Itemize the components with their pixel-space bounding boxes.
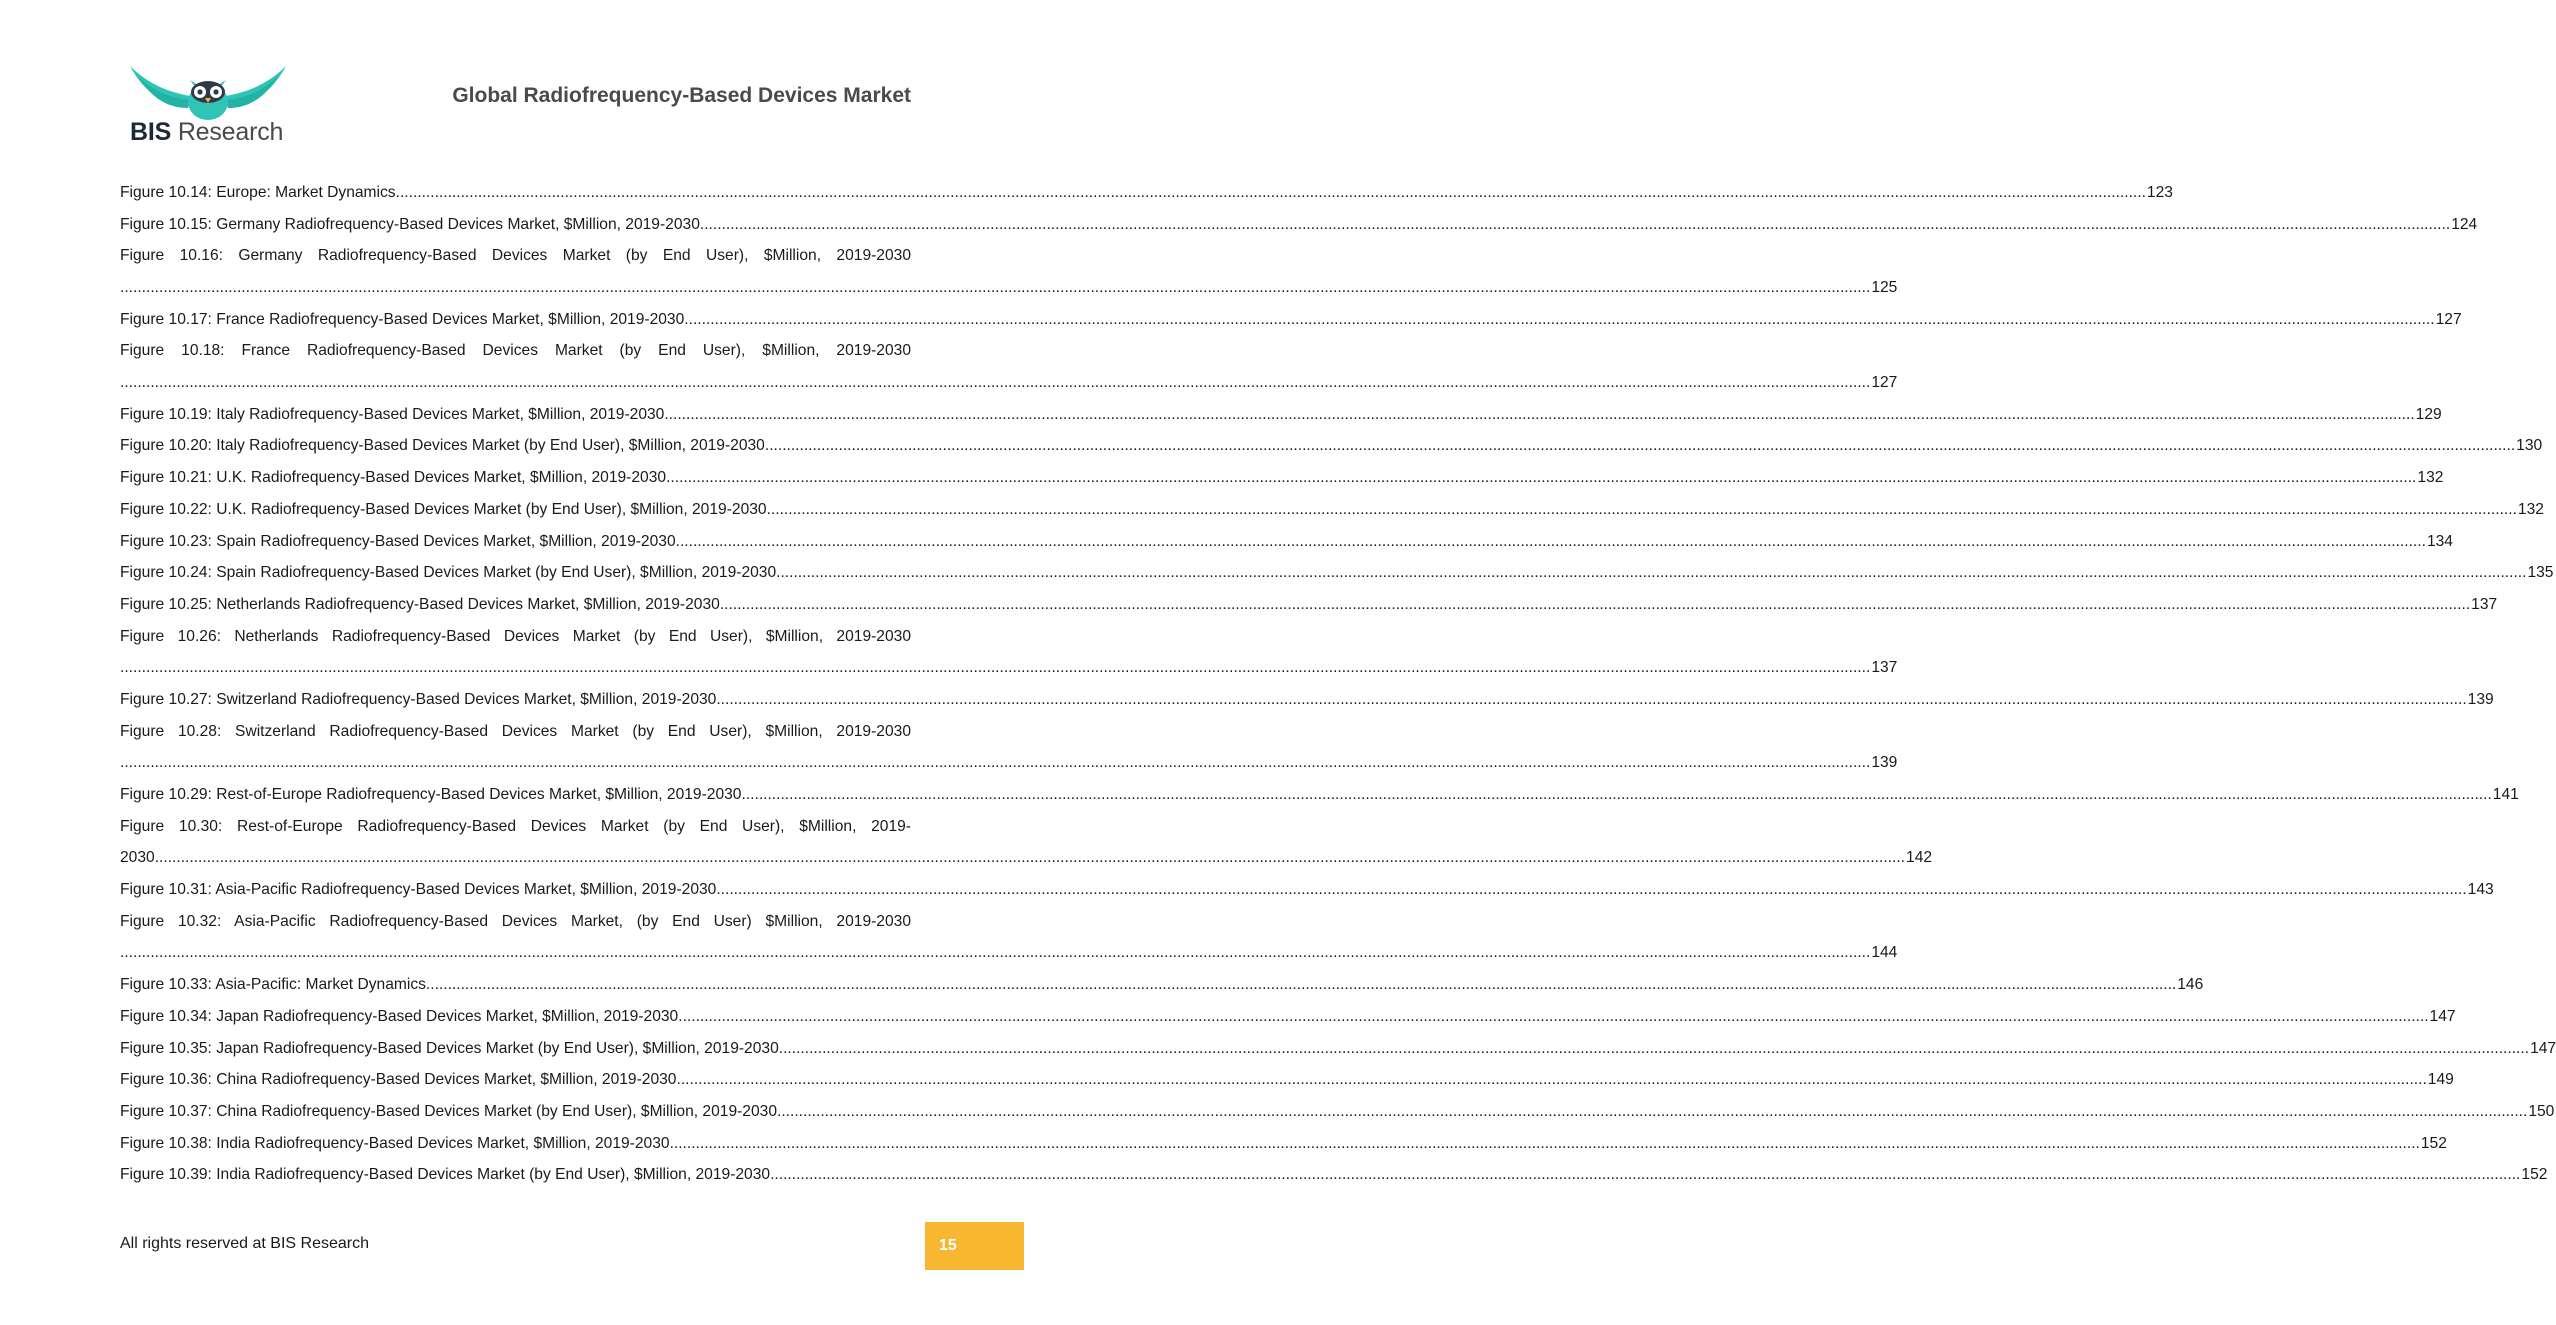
toc-dot-leader [700,209,2450,241]
toc-entry-page: 142 [1906,849,1933,867]
toc-entry-page: 137 [2471,595,2498,613]
toc-dot-leader [120,652,1870,684]
toc-dot-leader [676,1064,2426,1096]
toc-dot-leader [155,842,1905,874]
toc-entry[interactable] [120,874,2494,906]
toc-dot-leader [670,1128,2420,1160]
page-number-badge [925,1222,1024,1270]
toc-dot-leader [779,1033,2529,1065]
logo-wordmark [130,118,283,147]
toc-entry-continuation[interactable] [120,652,1898,684]
toc-entry-page: 127 [1871,374,1898,392]
toc-dot-leader [716,874,2466,906]
toc-entry-page: 146 [2177,976,2204,994]
toc-entry-label: Figure 10.32: Asia-Pacific Radiofrequency-Based Devices Market, (by End User) $Million, 2019-2030 [120,912,911,930]
toc-entry-label-continuation: 2030 [120,849,155,867]
toc-entry-label: Figure 10.24: Spain Radiofrequency-Based Devices Market (by End User), $Million, 2019-2030 [120,564,777,582]
toc-entry-page: 137 [1871,659,1898,677]
toc-dot-leader [678,1001,2428,1033]
toc-entry-label: Figure 10.31: Asia-Pacific Radiofrequency-Based Devices Market, $Million, 2019-2030 [120,881,717,899]
toc-entry-page: 139 [2467,690,2494,708]
toc-dot-leader [120,937,1870,969]
toc-entry-label: Figure 10.21: U.K. Radiofrequency-Based Devices Market, $Million, 2019-2030 [120,469,667,487]
bis-research-logo [128,62,288,152]
toc-entry[interactable] [120,811,911,843]
toc-entry-continuation[interactable] [120,842,1933,874]
toc-entry-label: Figure 10.18: France Radiofrequency-Based Devices Market (by End User), $Million, 2019-2030 [120,342,911,360]
toc-entry-label: Figure 10.17: France Radiofrequency-Based Devices Market, $Million, 2019-2030 [120,310,685,328]
owl-logo-icon [128,62,288,122]
toc-entry-page: 129 [2415,405,2442,423]
toc-entry[interactable] [120,209,2478,241]
toc-entry-page: 141 [2492,786,2519,804]
toc-dot-leader [120,272,1870,304]
toc-entry-page: 125 [1871,279,1898,297]
toc-entry-label: Figure 10.35: Japan Radiofrequency-Based Devices Market (by End User), $Million, 2019-2030 [120,1039,779,1057]
toc-entry-label: Figure 10.25: Netherlands Radiofrequency-Based Devices Market, $Million, 2019-2030 [120,595,720,613]
toc-entry[interactable] [120,335,911,367]
footer-rights: All rights reserved at BIS Research [120,1235,369,1252]
toc-entry-label: Figure 10.26: Netherlands Radiofrequency-Based Devices Market (by End User), $Million, 2019-2030 [120,627,911,645]
toc-entry-page: 147 [2429,1007,2456,1025]
toc-dot-leader [684,304,2434,336]
toc-entry[interactable] [120,494,2544,526]
toc-dot-leader [666,462,2416,494]
toc-dot-leader [676,526,2426,558]
toc-entry-page: 139 [1871,754,1898,772]
toc-entry-page: 132 [2517,500,2544,518]
toc-entry-continuation[interactable] [120,938,1898,970]
toc-entry[interactable] [120,1096,2555,1128]
toc-entry[interactable] [120,589,2498,621]
toc-entry-label: Figure 10.16: Germany Radiofrequency-Based Devices Market (by End User), $Million, 2019-2030 [120,247,911,265]
toc-entry-label: Figure 10.30: Rest-of-Europe Radiofrequency-Based Devices Market (by End User), $Million, 2019- [120,817,911,835]
toc-dot-leader [396,177,2146,209]
toc-dot-leader [120,367,1870,399]
toc-dot-leader [716,684,2466,716]
toc-entry-label: Figure 10.22: U.K. Radiofrequency-Based Devices Market (by End User), $Million, 2019-2030 [120,500,767,518]
toc-dot-leader [741,779,2491,811]
toc-entry-page: 150 [2528,1102,2555,1120]
toc-entry-page: 147 [2530,1039,2556,1057]
toc-dot-leader [777,1096,2527,1128]
toc-entry-label: Figure 10.29: Rest-of-Europe Radiofrequency-Based Devices Market, $Million, 2019-2030 [120,786,742,804]
report-title: Global Radiofrequency-Based Devices Market [452,84,911,107]
toc-entry[interactable] [120,1128,2447,1160]
toc-dot-leader [720,589,2470,621]
toc-entry[interactable] [120,557,2554,589]
page-number: 15 [939,1237,957,1254]
toc-entry[interactable] [120,1159,2548,1191]
toc-entry[interactable] [120,621,911,653]
toc-entry-continuation[interactable] [120,367,1898,399]
toc-entry[interactable] [120,1064,2454,1096]
toc-entry-page: 143 [2467,881,2494,899]
toc-entry-page: 144 [1871,944,1898,962]
toc-entry[interactable] [120,716,911,748]
toc-entry[interactable] [120,431,2543,463]
toc-entry-label: Figure 10.33: Asia-Pacific: Market Dynamics [120,976,426,994]
toc-dot-leader [770,1159,2520,1191]
toc-entry-label: Figure 10.39: India Radiofrequency-Based Devices Market (by End User), $Million, 2019-2030 [120,1166,771,1184]
toc-entry-page: 152 [2521,1166,2548,1184]
toc-entry-page: 130 [2516,437,2543,455]
toc-dot-leader [767,494,2517,526]
logo-light-text: Research [177,118,284,146]
toc-entry-label: Figure 10.23: Spain Radiofrequency-Based Devices Market, $Million, 2019-2030 [120,532,676,550]
toc-entry[interactable] [120,399,2442,431]
toc-entry[interactable] [120,462,2444,494]
toc-entry-label: Figure 10.20: Italy Radiofrequency-Based Devices Market (by End User), $Million, 2019-2030 [120,437,765,455]
toc-entry-label: Figure 10.36: China Radiofrequency-Based Devices Market, $Million, 2019-2030 [120,1071,677,1089]
toc-entry-label: Figure 10.28: Switzerland Radiofrequency-Based Devices Market (by End User), $Million, 2019-2030 [120,722,911,740]
toc-entry[interactable] [120,684,2494,716]
toc-entry[interactable] [120,304,2462,336]
toc-dot-leader [765,430,2515,462]
toc-entry[interactable] [120,1001,2456,1033]
toc-entry-label: Figure 10.38: India Radiofrequency-Based Devices Market, $Million, 2019-2030 [120,1134,670,1152]
toc-entry-label: Figure 10.14: Europe: Market Dynamics [120,183,396,201]
toc-dot-leader [664,399,2414,431]
toc-entry[interactable] [120,969,2204,1001]
toc-entry[interactable] [120,177,2173,209]
toc-dot-leader [120,747,1870,779]
toc-entry-page: 152 [2420,1134,2447,1152]
toc-dot-leader [426,969,2176,1001]
toc-entry[interactable] [120,526,2453,558]
toc-entry-label: Figure 10.34: Japan Radiofrequency-Based Devices Market, $Million, 2019-2030 [120,1007,679,1025]
toc-entry-continuation[interactable] [120,747,1898,779]
toc-entry[interactable] [120,1033,2556,1065]
toc-entry-label: Figure 10.15: Germany Radiofrequency-Based Devices Market, $Million, 2019-2030 [120,215,700,233]
toc-entry[interactable] [120,240,911,272]
toc-entry-page: 123 [2146,183,2173,201]
toc-entry-continuation[interactable] [120,272,1898,304]
table-of-figures [120,177,2556,1191]
toc-entry-page: 124 [2451,215,2478,233]
toc-entry-label: Figure 10.37: China Radiofrequency-Based Devices Market (by End User), $Million, 2019-2030 [120,1102,778,1120]
toc-entry-label: Figure 10.27: Switzerland Radiofrequency-Based Devices Market, $Million, 2019-2030 [120,690,717,708]
toc-entry-page: 127 [2435,310,2462,328]
toc-entry-label: Figure 10.19: Italy Radiofrequency-Based Devices Market, $Million, 2019-2030 [120,405,665,423]
toc-entry[interactable] [120,779,2519,811]
toc-entry-page: 132 [2417,469,2444,487]
toc-entry-page: 149 [2427,1071,2454,1089]
toc-dot-leader [776,557,2526,589]
toc-entry-page: 135 [2527,564,2554,582]
logo-bold-text: BIS [130,118,172,146]
toc-entry[interactable] [120,906,911,938]
toc-entry-page: 134 [2426,532,2453,550]
